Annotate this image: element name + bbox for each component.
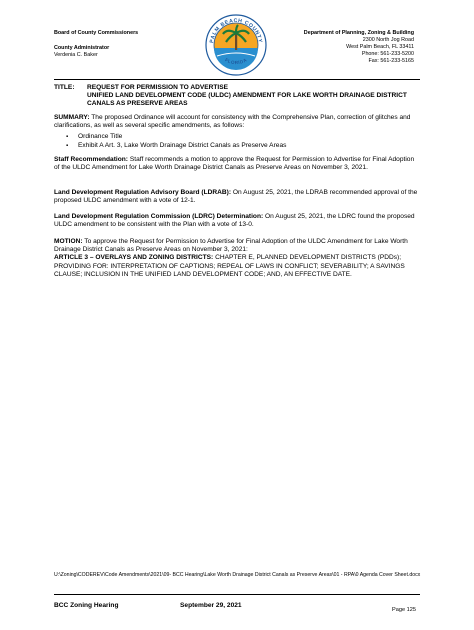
title-label: TITLE:	[54, 84, 75, 91]
summary-label: SUMMARY:	[54, 114, 90, 121]
page-number: Page 125	[392, 607, 416, 613]
department-name: Department of Planning, Zoning & Building	[303, 30, 414, 36]
file-path: U:\Zoning\CODEREV\Code Amendments\2021\09- BCC Hearing\Lake Worth Drainage District Canals as Preserve Areas\01 - RPA\0 Agenda Cover Sheet.docx	[54, 572, 421, 578]
county-seal-logo	[205, 14, 267, 76]
article-text: CHAPTER E, PLANNED DEVELOPMENT DISTRICTS (PDDs); PROVIDING FOR: INTERPRETATION OF CAPTIONS; REPEAL OF LAWS IN CONFLICT; SEVERABILITY; A SAVINGS CLAUSE; INCLUSION IN THE UNIFIED LAND DEVELOPMENT CODE; AND, AN EFFECTIVE DATE.	[54, 254, 405, 278]
list-item: ▪ Exhibit A Art. 3, Lake Worth Drainage District Canals as Preserve Areas	[68, 142, 420, 150]
address-line-2: West Palm Beach, FL 33411	[346, 44, 414, 50]
article-label: ARTICLE 3 – OVERLAYS AND ZONING DISTRICTS:	[54, 254, 214, 262]
title-line-1: REQUEST FOR PERMISSION TO ADVERTISE	[87, 84, 229, 91]
ldrc-text: On August 25, 2021, the LDRC found the proposed ULDC amendment to be consistent with the Plan with a vote of 13-0.	[54, 213, 415, 229]
footer-date: September 29, 2021	[180, 602, 242, 609]
ldrab-label: Land Development Regulation Advisory Board (LDRAB):	[54, 189, 232, 196]
staff-label: Staff Recommendation:	[54, 156, 129, 163]
ldrc-section	[54, 213, 420, 229]
administrator-title: County Administrator	[54, 45, 110, 51]
staff-recommendation-section	[54, 156, 420, 172]
ldrc-label: Land Development Regulation Commission (LDRC) Determination:	[54, 213, 264, 220]
motion-label: MOTION:	[54, 238, 83, 245]
board-name: Board of County Commissioners	[54, 30, 139, 36]
footer-hearing: BCC Zoning Hearing	[54, 602, 119, 609]
fax-number: Fax: 561-233-5165	[368, 58, 414, 64]
staff-text: Staff recommends a motion to approve the Request for Permission to Advertise for Final Adoption of the ULDC Amendment for Lake Worth Drainage District Canals as Preserve Areas on November 3, 2021.	[54, 156, 415, 172]
motion-text: To approve the Request for Permission to Advertise for Final Adoption of the ULDC Amendment for Lake Worth Drainage District Canals as Preserve Areas on November 3, 2021:	[54, 238, 408, 254]
summary-section	[54, 114, 420, 150]
summary-bullets	[54, 133, 420, 149]
header-right	[304, 30, 414, 65]
footer-divider	[54, 594, 420, 595]
list-item: ▪ Ordinance Title	[68, 133, 420, 141]
address-line-1: 2300 North Jog Road	[362, 37, 414, 43]
ldrab-text: On August 25, 2021, the LDRAB recommended approval of the proposed ULDC amendment with a vote of 12-1.	[54, 189, 418, 205]
title-line-2: UNIFIED LAND DEVELOPMENT CODE (ULDC) AMENDMENT FOR LAKE WORTH DRAINAGE DISTRICT CANALS AS PRESERVE AREAS	[87, 92, 407, 107]
administrator-name: Verdenia C. Baker	[54, 52, 98, 58]
ldrab-section	[54, 189, 420, 205]
svg-text:FLORIDA: FLORIDA	[224, 57, 248, 66]
summary-text: The proposed Ordinance will account for consistency with the Comprehensive Plan, correction of glitches and clarifications, as well as several specific amendments, as follows:	[54, 114, 411, 130]
title-block	[54, 84, 420, 108]
header-divider	[54, 79, 420, 80]
phone-number: Phone: 561-233-5200	[361, 51, 414, 57]
svg-text:PALM BEACH COUNTY: PALM BEACH COUNTY	[209, 17, 263, 44]
header-left	[54, 30, 138, 59]
motion-section	[54, 238, 420, 279]
